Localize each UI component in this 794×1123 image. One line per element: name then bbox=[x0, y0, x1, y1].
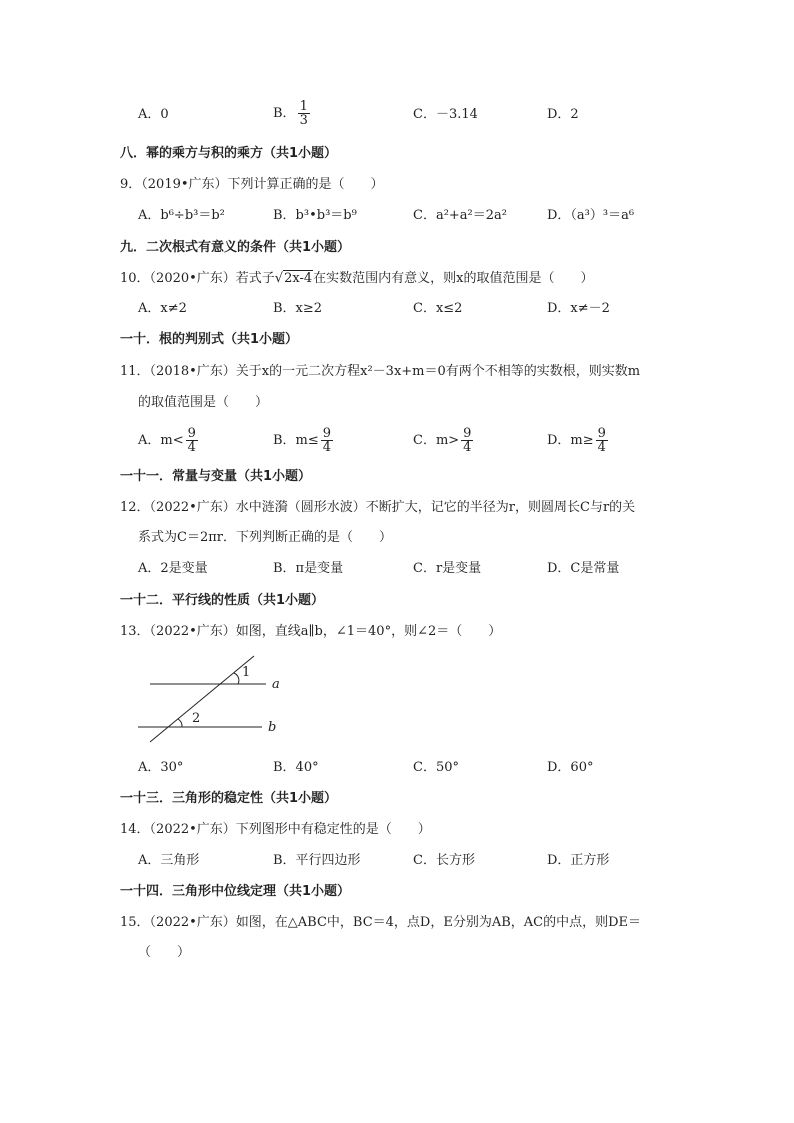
angle1-label: 1 bbox=[242, 665, 251, 680]
option-label: C．m> bbox=[413, 433, 460, 448]
option-d: D．正方形 bbox=[547, 853, 610, 868]
section-title: 九．二次根式有意义的条件（共1小题） bbox=[120, 240, 351, 255]
section-title: 八．幂的乘方与积的乘方（共1小题） bbox=[120, 146, 338, 161]
angle1-arc bbox=[234, 673, 239, 684]
option-a: A．x≠2 bbox=[138, 301, 187, 316]
option-c bbox=[413, 427, 473, 454]
option-label: D．m≥ bbox=[547, 433, 594, 448]
option-label: B． bbox=[273, 106, 296, 121]
option-c: C．长方形 bbox=[413, 853, 475, 868]
question-stem: 13．（2022•广东）如图，直线a∥b，∠1＝40°，则∠2＝（ ） bbox=[120, 624, 502, 639]
fraction bbox=[186, 427, 198, 454]
denominator: 4 bbox=[597, 440, 606, 455]
radicand: 2x-4 bbox=[284, 271, 313, 286]
option-c: C．－3.14 bbox=[413, 107, 478, 122]
option-c: C．a²+a²＝2a² bbox=[413, 208, 507, 223]
option-d bbox=[547, 427, 608, 454]
section-title: 一十三．三角形的稳定性（共1小题） bbox=[120, 791, 338, 806]
option-b: B．平行四边形 bbox=[273, 853, 361, 868]
numerator: 9 bbox=[463, 426, 472, 441]
numerator: 9 bbox=[597, 426, 606, 441]
option-b: B．π是变量 bbox=[273, 561, 344, 576]
question-stem-cont: （ ） bbox=[138, 945, 191, 960]
option-a: A．b⁶÷b³＝b² bbox=[138, 208, 225, 223]
line-b-label: b bbox=[268, 720, 277, 735]
section-title: 一十四．三角形中位线定理（共1小题） bbox=[120, 884, 351, 899]
denominator: 4 bbox=[322, 440, 332, 455]
option-a bbox=[138, 427, 198, 454]
option-a: A．2是变量 bbox=[138, 561, 208, 576]
stem-text: 在实数范围内有意义，则x的取值范围是（ ） bbox=[313, 271, 594, 286]
question-stem: 10．（2020•广东）若式子√2x-4在实数范围内有意义，则x的取值范围是（ ） bbox=[120, 271, 594, 286]
numerator: 1 bbox=[299, 99, 308, 114]
parallel-lines-figure bbox=[130, 650, 300, 750]
option-label: A．m< bbox=[138, 433, 184, 448]
option-d: D．C是常量 bbox=[547, 561, 620, 576]
option-a: A．三角形 bbox=[138, 853, 200, 868]
fraction bbox=[461, 427, 473, 454]
option-b: B．b³•b³＝b⁹ bbox=[273, 208, 357, 223]
option-a: A．0 bbox=[138, 107, 169, 122]
option-b bbox=[273, 100, 310, 127]
question-stem: 15．（2022•广东）如图，在△ABC中，BC＝4，点D，E分别为AB，AC的中点，则DE＝ bbox=[120, 915, 642, 930]
option-d: D．60° bbox=[547, 760, 594, 775]
transversal-line bbox=[150, 656, 254, 742]
option-b bbox=[273, 427, 333, 454]
fraction bbox=[321, 427, 333, 454]
angle2-arc bbox=[178, 719, 182, 727]
question-stem: 14．（2022•广东）下列图形中有稳定性的是（ ） bbox=[120, 822, 431, 837]
option-c: C．50° bbox=[413, 760, 459, 775]
option-label: B．m≤ bbox=[273, 433, 319, 448]
section-title: 一十一．常量与变量（共1小题） bbox=[120, 469, 312, 484]
fraction bbox=[298, 100, 310, 127]
question-stem: 11．（2018•广东）关于x的一元二次方程x²－3x+m＝0有两个不相等的实数根，则实数m bbox=[120, 364, 641, 379]
numerator: 9 bbox=[187, 426, 196, 441]
option-b: B．40° bbox=[273, 760, 319, 775]
angle2-label: 2 bbox=[192, 711, 201, 726]
option-d: D．x≠－2 bbox=[547, 301, 610, 316]
option-a: A．30° bbox=[138, 760, 184, 775]
numerator: 9 bbox=[322, 426, 332, 441]
option-d: D．2 bbox=[547, 107, 579, 122]
option-d: D．（a³）³＝a⁶ bbox=[547, 208, 635, 223]
stem-text: 10．（2020•广东）若式子 bbox=[120, 271, 275, 286]
question-stem-cont: 的取值范围是（ ） bbox=[138, 395, 269, 410]
option-c: C．r是变量 bbox=[413, 561, 482, 576]
question-stem: 12．（2022•广东）水中涟漪（圆形水波）不断扩大，记它的半径为r，则圆周长C与r的关 bbox=[120, 500, 636, 515]
line-a-label: a bbox=[272, 677, 280, 692]
question-stem-cont: 系式为C＝2πr．下列判断正确的是（ ） bbox=[138, 530, 392, 545]
option-b: B．x≥2 bbox=[273, 301, 323, 316]
section-title: 一十．根的判别式（共1小题） bbox=[120, 332, 299, 347]
option-c: C．x≤2 bbox=[413, 301, 463, 316]
section-title: 一十二．平行线的性质（共1小题） bbox=[120, 593, 325, 608]
fraction bbox=[596, 427, 608, 454]
denominator: 4 bbox=[463, 440, 472, 455]
denominator: 3 bbox=[299, 113, 308, 128]
question-stem: 9．（2019•广东）下列计算正确的是（ ） bbox=[120, 177, 384, 192]
denominator: 4 bbox=[187, 440, 196, 455]
